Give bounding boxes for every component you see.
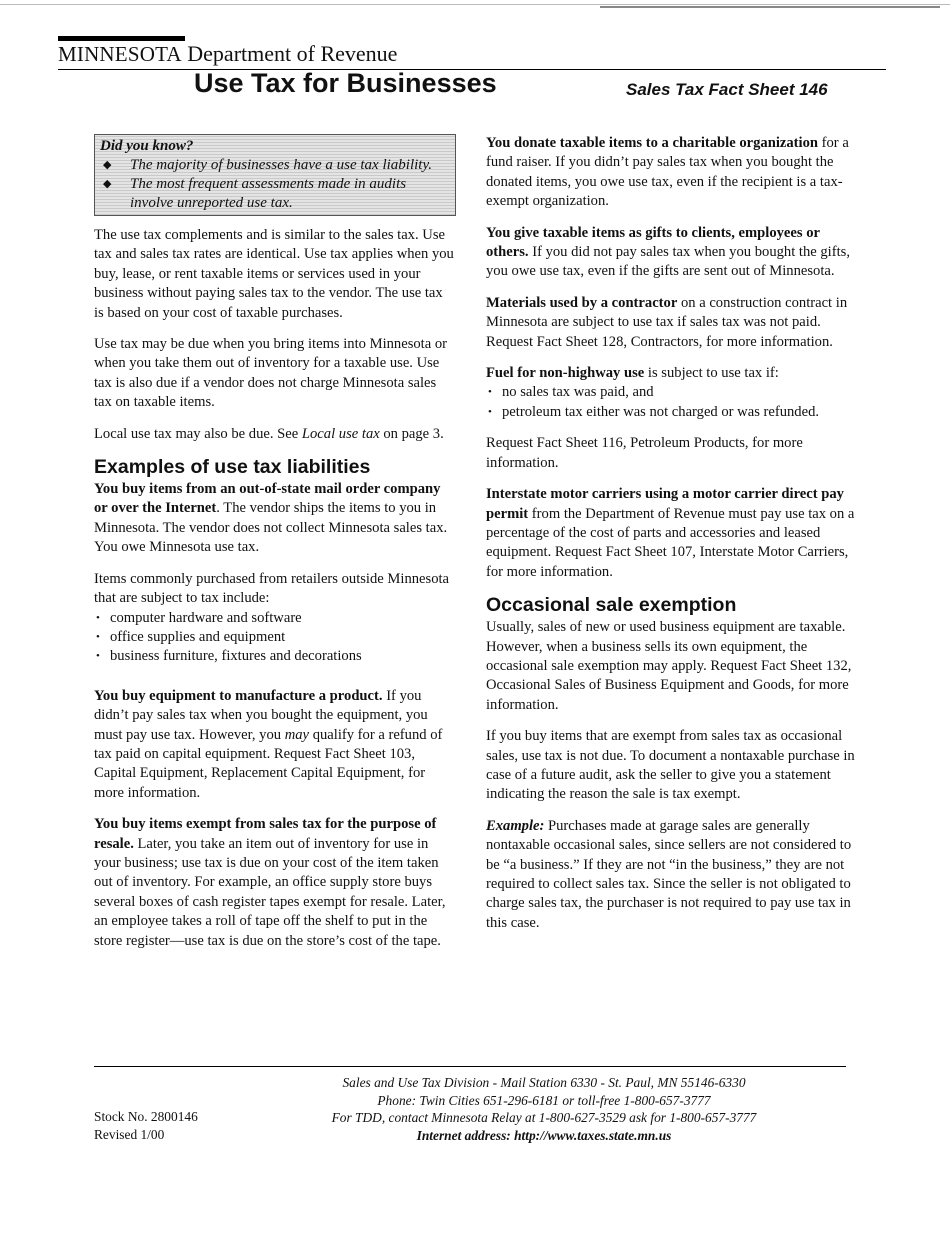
local-use-tax-paragraph: Local use tax may also be due. See Local use tax on page 3. bbox=[94, 425, 444, 442]
agency-name bbox=[58, 41, 397, 67]
occasional-sale-heading: Occasional sale exemption bbox=[486, 594, 737, 617]
scan-edge-line bbox=[600, 6, 940, 8]
stock-info bbox=[94, 1108, 198, 1143]
right-column bbox=[486, 134, 856, 945]
callout-title: Did you know? bbox=[100, 138, 194, 154]
phone-line: Phone: Twin Cities 651-296-6181 or toll-free 1-800-657-3777 bbox=[377, 1092, 711, 1108]
footer-rule bbox=[94, 1066, 846, 1067]
callout-item: ◆ The most frequent assessments made in audits involve unreported use tax. bbox=[100, 175, 450, 213]
motor-carrier-paragraph: Interstate motor carriers using a motor carrier direct pay permit from the Department of Revenue must pay use tax on a percentage of the cost of parts and accessories and leased equipment. Request Fact Sheet 107, Interstate Motor Carriers, for more information. bbox=[486, 486, 855, 580]
equipment-paragraph: You buy equipment to manufacture a product. If you didn’t pay sales tax when you bought the equipment, you must pay use tax. However, you may qualify for a refund of tax paid on capital equipment. Request Fact Sheet 103, Capital Equipment, Replacement Capital Equipment, for more information. bbox=[94, 687, 443, 801]
list-item: • business furniture, fixtures and decorations bbox=[94, 647, 456, 666]
taxable-items-list bbox=[94, 609, 456, 667]
contact-block bbox=[244, 1074, 844, 1144]
fuel-conditions-list bbox=[486, 383, 856, 422]
did-you-know-box bbox=[94, 134, 456, 216]
department-name: Department of Revenue bbox=[187, 41, 398, 66]
donate-paragraph: You donate taxable items to a charitable organization for a fund raiser. If you didn’t pay sales tax when you bought the donated items, you owe use tax, even if the recipient is a tax-exempt organization. bbox=[486, 135, 849, 210]
exempt-purchase-paragraph: If you buy items that are exempt from sales tax as occasional sales, use tax is not due. To document a nontaxable purchase in case of a future audit, ask the seller to give you a statement indicating the reason the sale is tax exempt. bbox=[486, 728, 855, 803]
division-address: Sales and Use Tax Division - Mail Station 6330 - St. Paul, MN 55146-6330 bbox=[342, 1075, 746, 1090]
page-title: Use Tax for Businesses bbox=[194, 68, 497, 98]
left-column bbox=[94, 134, 456, 963]
tdd-line: For TDD, contact Minnesota Relay at 1-800-627-3529 ask for 1-800-657-3777 bbox=[331, 1110, 757, 1125]
examples-heading: Examples of use tax liabilities bbox=[94, 456, 371, 479]
mail-order-paragraph: You buy items from an out-of-state mail order company or over the Internet. The vendor ships the items to you in Minnesota. The vendor does not collect Minnesota sales tax. You owe Minnesota use tax. bbox=[94, 481, 448, 556]
stock-number: Stock No. 2800146 bbox=[94, 1109, 198, 1124]
items-intro: Items commonly purchased from retailers outside Minnesota that are subject to tax include: bbox=[94, 570, 450, 607]
gifts-paragraph: You give taxable items as gifts to clients, employees or others. If you did not pay sales tax when you bought the gifts, you owe use tax, even if the gifts are sent out of Minnesota. bbox=[486, 224, 850, 280]
intro-paragraph: The use tax complements and is similar to the sales tax. Use tax and sales tax rates are identical. Use tax applies when you buy, lease, or rent taxable items or services used in your business without paying sales tax to the vendor. The use tax is based on your cost of taxable purchases. bbox=[94, 227, 454, 321]
internet-address: Internet address: http://www.taxes.state.mn.us bbox=[416, 1127, 672, 1143]
resale-paragraph: You buy items exempt from sales tax for the purpose of resale. Later, you take an item out of inventory for use in your business; use tax is due on your cost of the item taken out of inventory. For example, an office supply store buys several boxes of cash register tapes exempt for resale. Later, an employee takes a roll of tape off the shelf to put in the store register—use tax is due on the store’s cost of the tape. bbox=[94, 816, 446, 949]
list-item: • computer hardware and software bbox=[94, 609, 456, 628]
callout-item: ◆ The majority of businesses have a use tax liability. bbox=[100, 156, 450, 175]
list-item: • no sales tax was paid, and bbox=[486, 383, 856, 402]
example-paragraph: Example: Purchases made at garage sales are generally nontaxable occasional sales, since sellers are not considered to be “a business.” If they are not “in the business,” they are not required to collect sales tax. Since the seller is not obligated to charge sales tax, the purchaser is not required to pay use tax in this case. bbox=[486, 817, 852, 931]
revised-date: Revised 1/00 bbox=[94, 1126, 165, 1142]
occasional-sale-paragraph: Usually, sales of new or used business equipment are taxable. However, when a business sells its own equipment, the occasional sale exemption may apply. Request Fact Sheet 132, Occasional Sales of Business Equipment and Goods, for more information. bbox=[486, 619, 852, 713]
state-name: MINNESOTA bbox=[58, 42, 182, 66]
contractor-paragraph: Materials used by a contractor on a construction contract in Minnesota are subject to use tax if sales tax was not paid. Request Fact Sheet 128, Contractors, for more information. bbox=[486, 294, 848, 350]
when-due-paragraph: Use tax may be due when you bring items into Minnesota or when you take them out of inventory for a taxable use. Use tax is also due if a vendor does not charge Minnesota sales tax on taxable items. bbox=[94, 336, 448, 411]
list-item: • office supplies and equipment bbox=[94, 628, 456, 647]
petroleum-paragraph: Request Fact Sheet 116, Petroleum Products, for more information. bbox=[486, 435, 803, 471]
fact-sheet-label: Sales Tax Fact Sheet 146 bbox=[626, 80, 828, 99]
list-item: • petroleum tax either was not charged or was refunded. bbox=[486, 403, 856, 422]
fuel-intro: Fuel for non-highway use is subject to use tax if: bbox=[486, 365, 779, 382]
scan-edge-line bbox=[0, 4, 950, 5]
